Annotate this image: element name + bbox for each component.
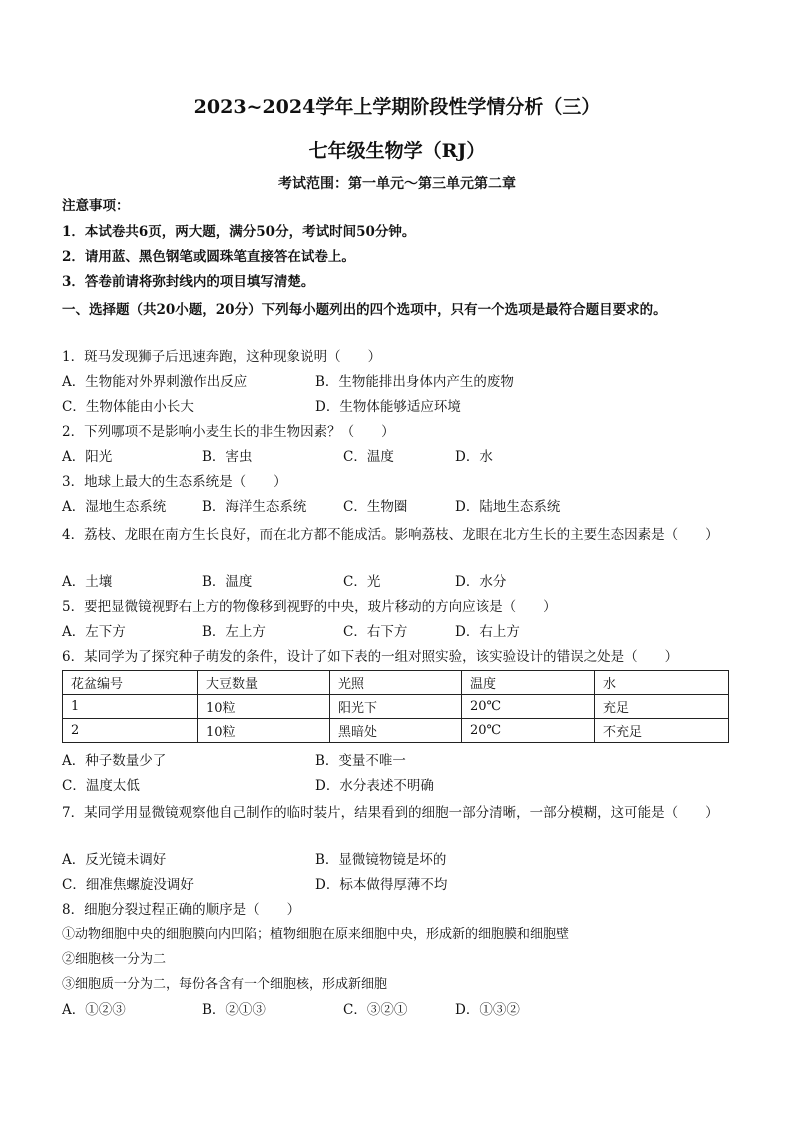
option-c: C．③②①: [343, 1002, 408, 1018]
table-header-cell: 光照: [330, 671, 462, 695]
question-stem: 1．斑马发现狮子后迅速奔跑，这种现象说明（ ）: [62, 349, 382, 365]
question-stem: 5．要把显微镜视野右上方的物像移到视野的中央，玻片移动的方向应该是（ ）: [62, 599, 557, 615]
option-c: C．温度: [343, 449, 394, 465]
experiment-table: [62, 670, 729, 743]
option-b: B．②①③: [202, 1002, 266, 1018]
table-cell: 阳光下: [330, 695, 462, 719]
option-d: D．水分表述不明确: [315, 778, 434, 794]
option-b: B．害虫: [202, 449, 253, 465]
option-b: B．海洋生态系统: [202, 499, 307, 515]
notes-heading: 注意事项：: [62, 198, 130, 214]
option-d: D．标本做得厚薄不均: [315, 877, 448, 893]
section-heading: 一、选择题（共20小题，20分）下列每小题列出的四个选项中，只有一个选项是最符合题目要求的。: [62, 302, 667, 318]
table-header-cell: 花盆编号: [63, 671, 198, 695]
table-row: [63, 695, 729, 719]
exam-scope: 考试范围：第一单元～第三单元第二章: [278, 176, 516, 192]
table-header-cell: 温度: [462, 671, 595, 695]
option-d: D．生物体能够适应环境: [315, 399, 461, 415]
question-stem: 3．地球上最大的生态系统是（ ）: [62, 474, 287, 490]
option-d: D．陆地生态系统: [455, 499, 561, 515]
option-c: C．光: [343, 574, 381, 590]
exam-title: 2023~2024学年上学期阶段性学情分析（三）: [193, 96, 601, 118]
table-header-cell: 大豆数量: [198, 671, 330, 695]
table-cell: 1: [63, 695, 198, 719]
option-d: D．①③②: [455, 1002, 520, 1018]
exam-subtitle: 七年级生物学（RJ）: [308, 140, 486, 162]
option-c: C．温度太低: [62, 778, 140, 794]
table-header-row: [63, 671, 729, 695]
table-cell: 20℃: [462, 719, 595, 743]
table-cell: 10粒: [198, 695, 330, 719]
table-cell: 20℃: [462, 695, 595, 719]
table-header-cell: 水: [595, 671, 729, 695]
table-cell: 10粒: [198, 719, 330, 743]
option-b: B．变量不唯一: [315, 753, 406, 769]
option-b: B．显微镜物镜是坏的: [315, 852, 447, 868]
step-item: ③细胞质一分为二，每份各含有一个细胞核，形成新细胞: [62, 977, 388, 992]
option-a: A．阳光: [62, 449, 113, 465]
option-b: B．温度: [202, 574, 253, 590]
option-c: C．生物体能由小长大: [62, 399, 194, 415]
option-d: D．水分: [455, 574, 507, 590]
table-cell: 不充足: [595, 719, 729, 743]
note-item: 3．答卷前请将弥封线内的项目填写清楚。: [62, 274, 315, 290]
option-a: A．种子数量少了: [62, 753, 167, 769]
table-row: [63, 719, 729, 743]
option-a: A．左下方: [62, 624, 126, 640]
option-c: C．细准焦螺旋没调好: [62, 877, 194, 893]
question-stem: 6．某同学为了探究种子萌发的条件，设计了如下表的一组对照实验，该实验设计的错误之处是（ ）: [62, 649, 679, 665]
step-item: ①动物细胞中央的细胞膜向内凹陷；植物细胞在原来细胞中央，形成新的细胞膜和细胞壁: [62, 927, 570, 942]
note-item: 2．请用蓝、黑色钢笔或圆珠笔直接答在试卷上。: [62, 249, 355, 265]
option-d: D．右上方: [455, 624, 520, 640]
note-item: 1．本试卷共6页，两大题，满分50分，考试时间50分钟。: [62, 224, 416, 240]
option-a: A．①②③: [62, 1002, 126, 1018]
option-a: A．湿地生态系统: [62, 499, 167, 515]
option-a: A．生物能对外界刺激作出反应: [62, 374, 248, 390]
step-item: ②细胞核一分为二: [62, 952, 167, 967]
question-stem: 7．某同学用显微镜观察他自己制作的临时装片，结果看到的细胞一部分清晰，一部分模糊，这可能是（ ）: [62, 805, 719, 821]
question-stem: 2．下列哪项不是影响小麦生长的非生物因素？（ ）: [62, 424, 395, 440]
option-a: A．土壤: [62, 574, 113, 590]
option-b: B．生物能排出身体内产生的废物: [315, 374, 514, 390]
question-stem: 8．细胞分裂过程正确的顺序是（ ）: [62, 902, 301, 918]
table-cell: 黑暗处: [330, 719, 462, 743]
table-cell: 2: [63, 719, 198, 743]
table-cell: 充足: [595, 695, 729, 719]
option-a: A．反光镜未调好: [62, 852, 167, 868]
option-c: C．右下方: [343, 624, 408, 640]
option-b: B．左上方: [202, 624, 266, 640]
question-stem: 4．荔枝、龙眼在南方生长良好，而在北方都不能成活。影响荔枝、龙眼在北方生长的主要生态因素是（ ）: [62, 527, 719, 543]
option-d: D．水: [455, 449, 493, 465]
option-c: C．生物圈: [343, 499, 408, 515]
